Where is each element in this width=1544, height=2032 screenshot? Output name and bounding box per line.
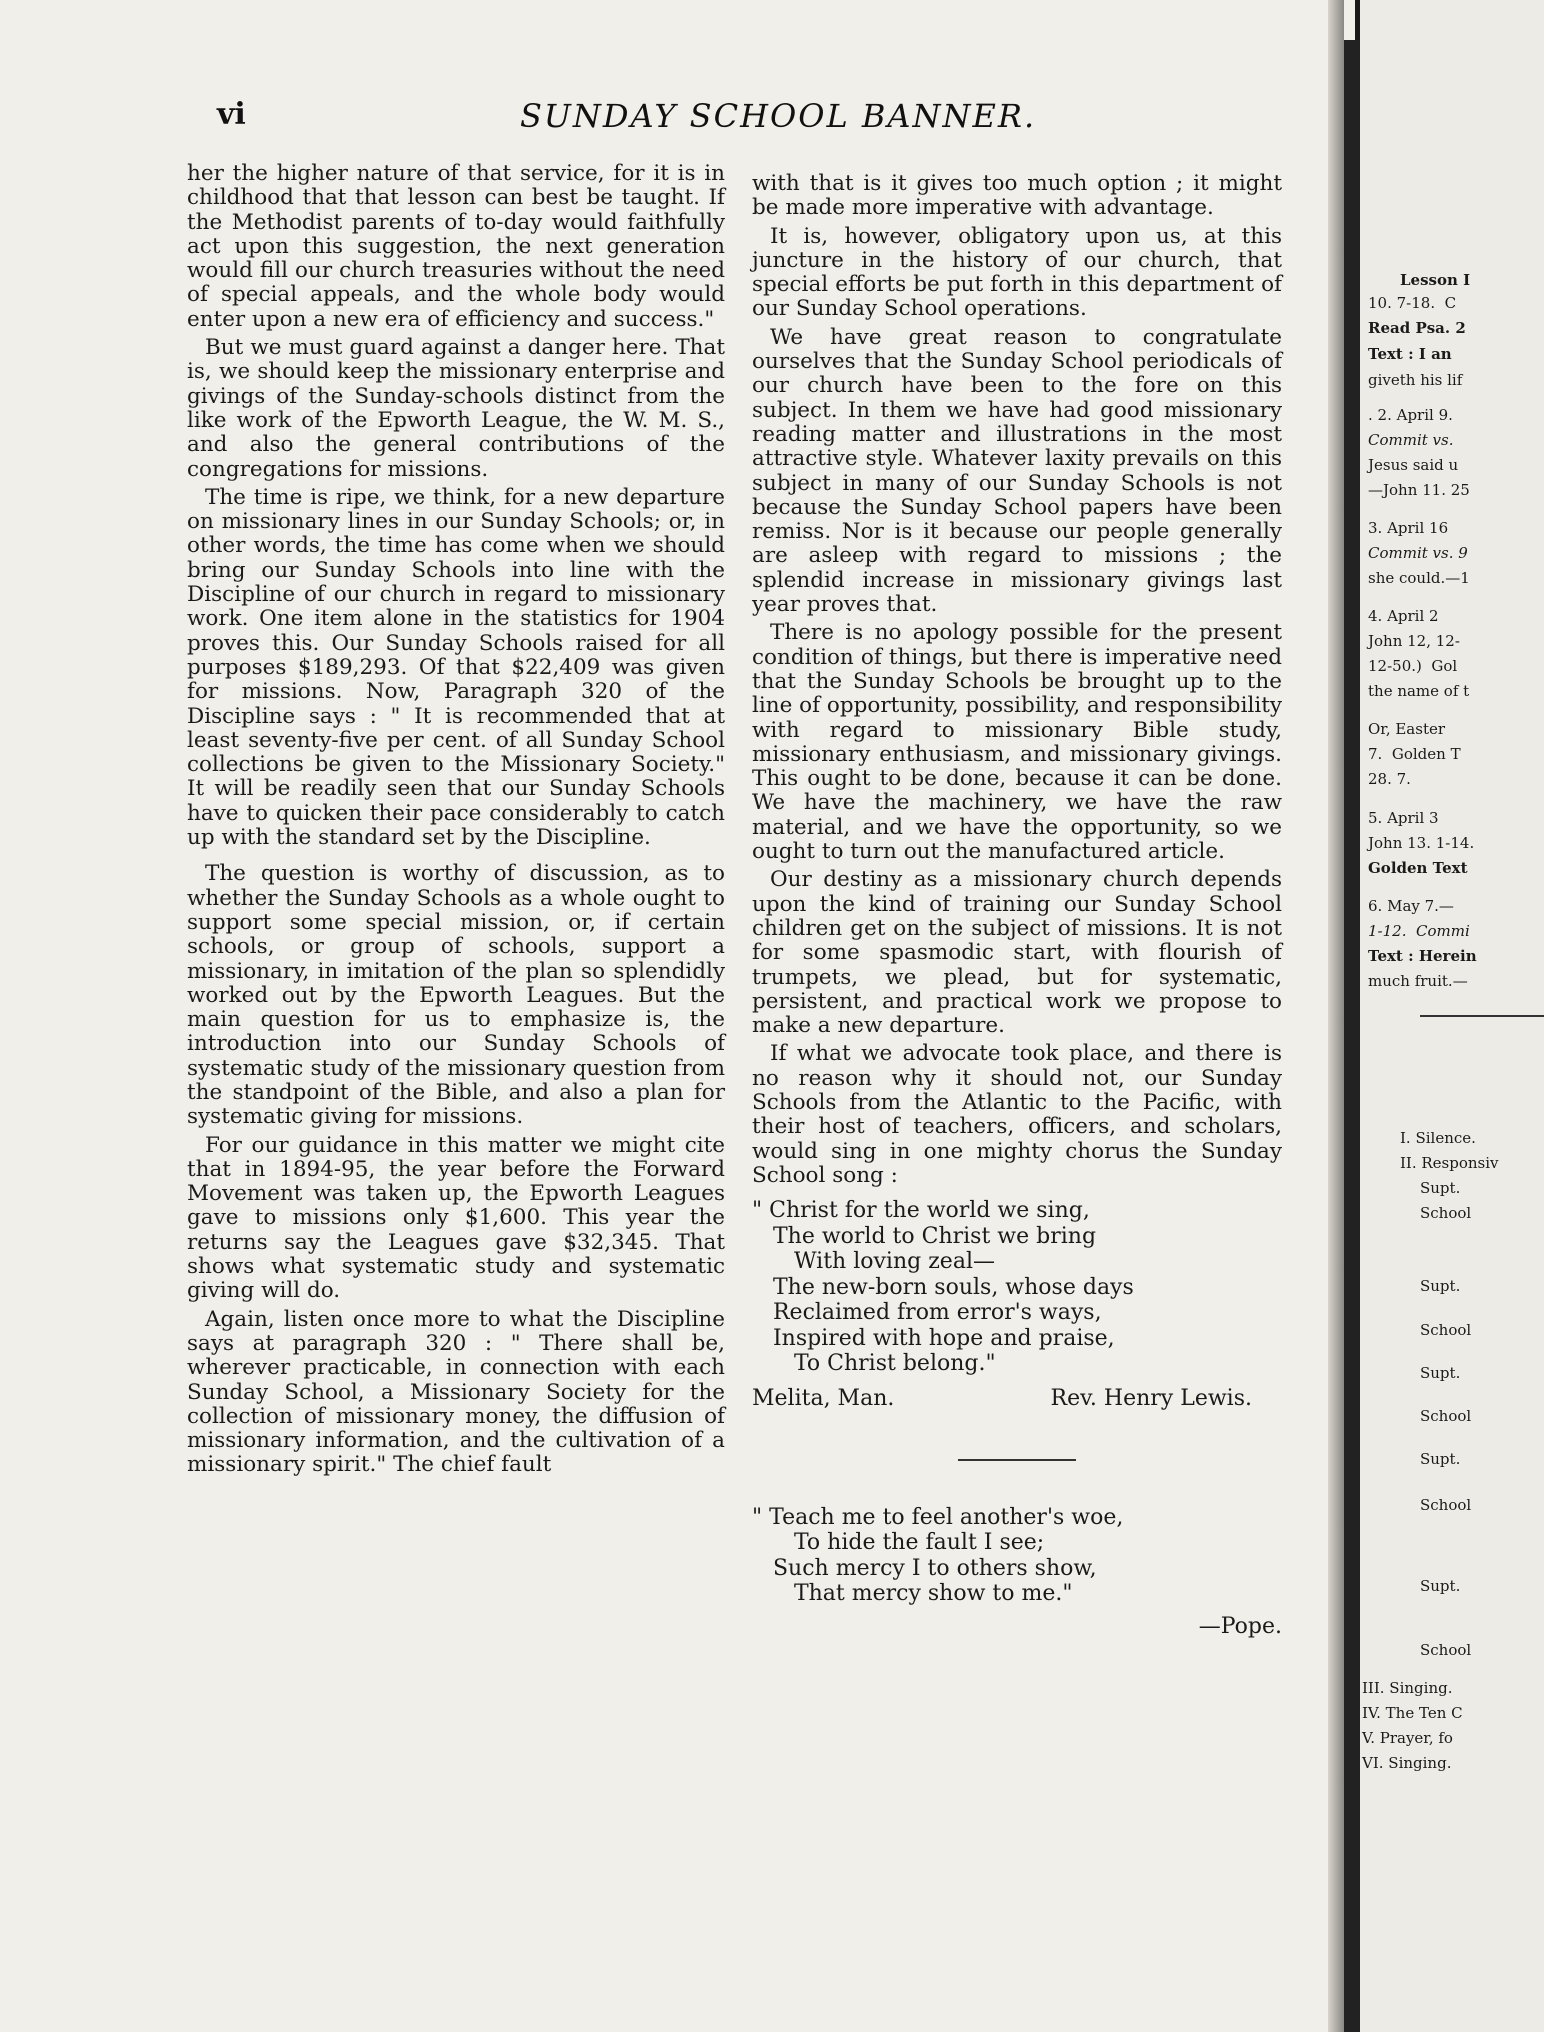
facing-page-line: the name of t [1368, 682, 1470, 700]
hymn-verse [752, 1198, 1282, 1377]
paragraph: For our guidance in this matter we might cite that in 1894-95, the year before the Forward Movement was taken up, the Epworth Leagues gave to missions only $1,600. This year the returns say the Leagues gave $32,345. That shows what systematic study and systematic giving will do. [187, 1132, 725, 1304]
facing-page-line: Supt. [1420, 1179, 1461, 1197]
paragraph: There is no apology possible for the present condition of things, but there is imperative need that the Sunday Schools be brought up to the line of opportunity, possibility, and responsibility with regard to missionary Bible study, missionary enthusiasm, and missionary givings. This ought to be done, because it can be done. We have the machinery, we have the raw material, and we have the opportunity, so we ought to turn out the manufactured article. [752, 620, 1282, 865]
poem-line: To Christ belong." [752, 1351, 996, 1377]
poem-line: " Teach me to feel another's woe, [752, 1504, 1124, 1530]
facing-page-line: IV. The Ten C [1362, 1704, 1463, 1722]
poem-line: That mercy show to me." [752, 1581, 1073, 1607]
facing-page-line: Jesus said u [1368, 456, 1459, 474]
facing-page-line: III. Singing. [1362, 1679, 1453, 1697]
signature-place: Melita, Man. [752, 1385, 895, 1411]
facing-page-line: 3. April 16 [1368, 519, 1449, 537]
facing-page-line: II. Responsiv [1400, 1154, 1499, 1172]
poem-line: Such mercy I to others show, [752, 1555, 1097, 1581]
facing-page-line: 5. April 3 [1368, 809, 1439, 827]
facing-page-line: School [1420, 1204, 1472, 1222]
signature-author: Rev. Henry Lewis. [1050, 1385, 1252, 1411]
facing-page-line: Read Psa. 2 [1368, 319, 1466, 337]
facing-page-line: School [1420, 1641, 1472, 1659]
poem-line: To hide the fault I see; [752, 1530, 1045, 1556]
facing-page-line: 10. 7-18. C [1368, 294, 1457, 312]
signature [752, 1387, 1282, 1411]
facing-page-line: 4. April 2 [1368, 607, 1439, 625]
facing-page-line: 1-12. Commi [1368, 922, 1470, 940]
facing-page-line: VI. Singing. [1362, 1754, 1452, 1772]
paragraph: her the higher nature of that service, for it is in childhood that that lesson can best be taught. If the Methodist parents of to-day would faithfully act upon this suggestion, the next generation would fill our church treasuries without the need of special appeals, and the whole body would enter upon a new era of efficiency and success." [187, 161, 725, 332]
facing-page-line: Text : Herein [1368, 947, 1477, 965]
left-column [187, 162, 725, 1482]
facing-page-line: John 13. 1-14. [1368, 834, 1475, 852]
facing-page-line: 6. May 7.— [1368, 897, 1454, 915]
facing-page-line: John 12, 12- [1368, 632, 1460, 650]
facing-page-line: School [1420, 1407, 1472, 1425]
facing-page-line: Supt. [1420, 1277, 1461, 1295]
quote-verse [752, 1505, 1282, 1607]
section-divider [958, 1459, 1076, 1461]
facing-page-line: 28. 7. [1368, 770, 1411, 788]
paragraph: The time is ripe, we think, for a new departure on missionary lines in our Sunday Schools; or, in other words, the time has come when we should bring our Sunday Schools into line with the Discipline of our church in regard to missionary work. One item alone in the statistics for 1904 proves this. Our Sunday Schools raised for all purposes $189,293. Of that $22,409 was given for missions. Now, Paragraph 320 of the Discipline says : " It is recommended that at least seventy-five per cent. of all Sunday School collections be given to the Missionary Society." It will be readily seen that our Sunday Schools have to quicken their pace considerably to catch up with the standard set by the Discipline. [187, 484, 725, 851]
poem-line: With loving zeal— [752, 1249, 995, 1275]
facing-page-rule [1420, 1015, 1544, 1017]
facing-page-line: Supt. [1420, 1364, 1461, 1382]
paragraph: Our destiny as a missionary church depends upon the kind of training our Sunday School children get on the subject of missions. It is not for some spasmodic start, with flourish of trumpets, we plead, but for systematic, persistent, and practical work we propose to make a new departure. [752, 867, 1282, 1039]
facing-page-line: much fruit.— [1368, 972, 1468, 990]
poem-line: Inspired with hope and praise, [752, 1325, 1115, 1351]
paragraph: Again, listen once more to what the Discipline says at paragraph 320 : " There shall be, wherever practicable, in connection with each Sunday School, a Missionary Society for the collection of missionary money, the diffusion of missionary information, and the cultivation of a missionary spirit." The chief fault [187, 1306, 725, 1478]
running-title: SUNDAY SCHOOL BANNER. [520, 97, 1037, 135]
page-number: vi [217, 97, 246, 132]
facing-page-line: Commit vs. 9 [1368, 544, 1468, 562]
facing-page-line: —John 11. 25 [1368, 481, 1470, 499]
facing-page-line: . 2. April 9. [1368, 406, 1453, 424]
facing-page-line: V. Prayer, fo [1362, 1729, 1453, 1747]
facing-page-line: School [1420, 1496, 1472, 1514]
facing-page-line: Supt. [1420, 1577, 1461, 1595]
facing-page-line: 12-50.) Gol [1368, 657, 1458, 675]
facing-page-line: Supt. [1420, 1450, 1461, 1468]
paragraph: with that is it gives too much option ; it might be made more imperative with advantage. [752, 171, 1282, 221]
facing-page-line: School [1420, 1321, 1472, 1339]
paragraph: It is, however, obligatory upon us, at this juncture in the history of our church, that special efforts be put forth in this department of our Sunday School operations. [752, 223, 1282, 322]
facing-page-line: Text : I an [1368, 345, 1452, 363]
paragraph: We have great reason to congratulate ourselves that the Sunday School periodicals of our church have been to the fore on this subject. In them we have had good missionary reading matter and illustrations in the most attractive style. Whatever laxity prevails on this subject in many of our Sunday Schools is not because the Sunday School papers have been remiss. Nor is it because our people generally are asleep with regard to missions ; the splendid increase in missionary givings last year proves that. [752, 324, 1282, 618]
paragraph: But we must guard against a danger here. That is, we should keep the missionary enterprise and givings of the Sunday-schools distinct from the like work of the Epworth League, the W. M. S., and also the general contributions of the congregations for missions. [187, 335, 725, 482]
facing-page-line: Golden Text [1368, 859, 1468, 877]
facing-page-line: 7. Golden T [1368, 745, 1461, 763]
facing-page-line: Commit vs. [1368, 431, 1454, 449]
poem-line: Reclaimed from error's ways, [752, 1300, 1102, 1326]
facing-page-line: she could.—1 [1368, 569, 1470, 587]
facing-page-line: I. Silence. [1400, 1129, 1476, 1147]
facing-page-line: Lesson I [1400, 271, 1471, 289]
page-edge-shadow [1328, 0, 1344, 2032]
poem-line: The new-born souls, whose days [752, 1274, 1134, 1300]
poem-line: " Christ for the world we sing, [752, 1198, 1090, 1224]
paragraph: The question is worthy of discussion, as to whether the Sunday Schools as a whole ought to support some special mission, or, if certain schools, or group of schools, support a missionary, in imitation of the plan so splendidly worked out by the Epworth Leagues. But the main question for us to emphasize is, the introduction into our Sunday Schools of systematic study of the missionary question from the standpoint of the Bible, and also a plan for systematic giving for missions. [187, 861, 725, 1130]
right-column [752, 172, 1282, 1639]
facing-page [1360, 0, 1544, 2032]
paragraph: If what we advocate took place, and there is no reason why it should not, our Sunday Schools from the Atlantic to the Pacific, with their host of teachers, officers, and scholars, would sing in one mighty chorus the Sunday School song : [752, 1041, 1282, 1188]
poem-line: The world to Christ we bring [752, 1223, 1097, 1249]
quote-attribution: —Pope. [1198, 1613, 1282, 1639]
facing-page-line: Or, Easter [1368, 720, 1446, 738]
facing-page-line: giveth his lif [1368, 371, 1463, 389]
